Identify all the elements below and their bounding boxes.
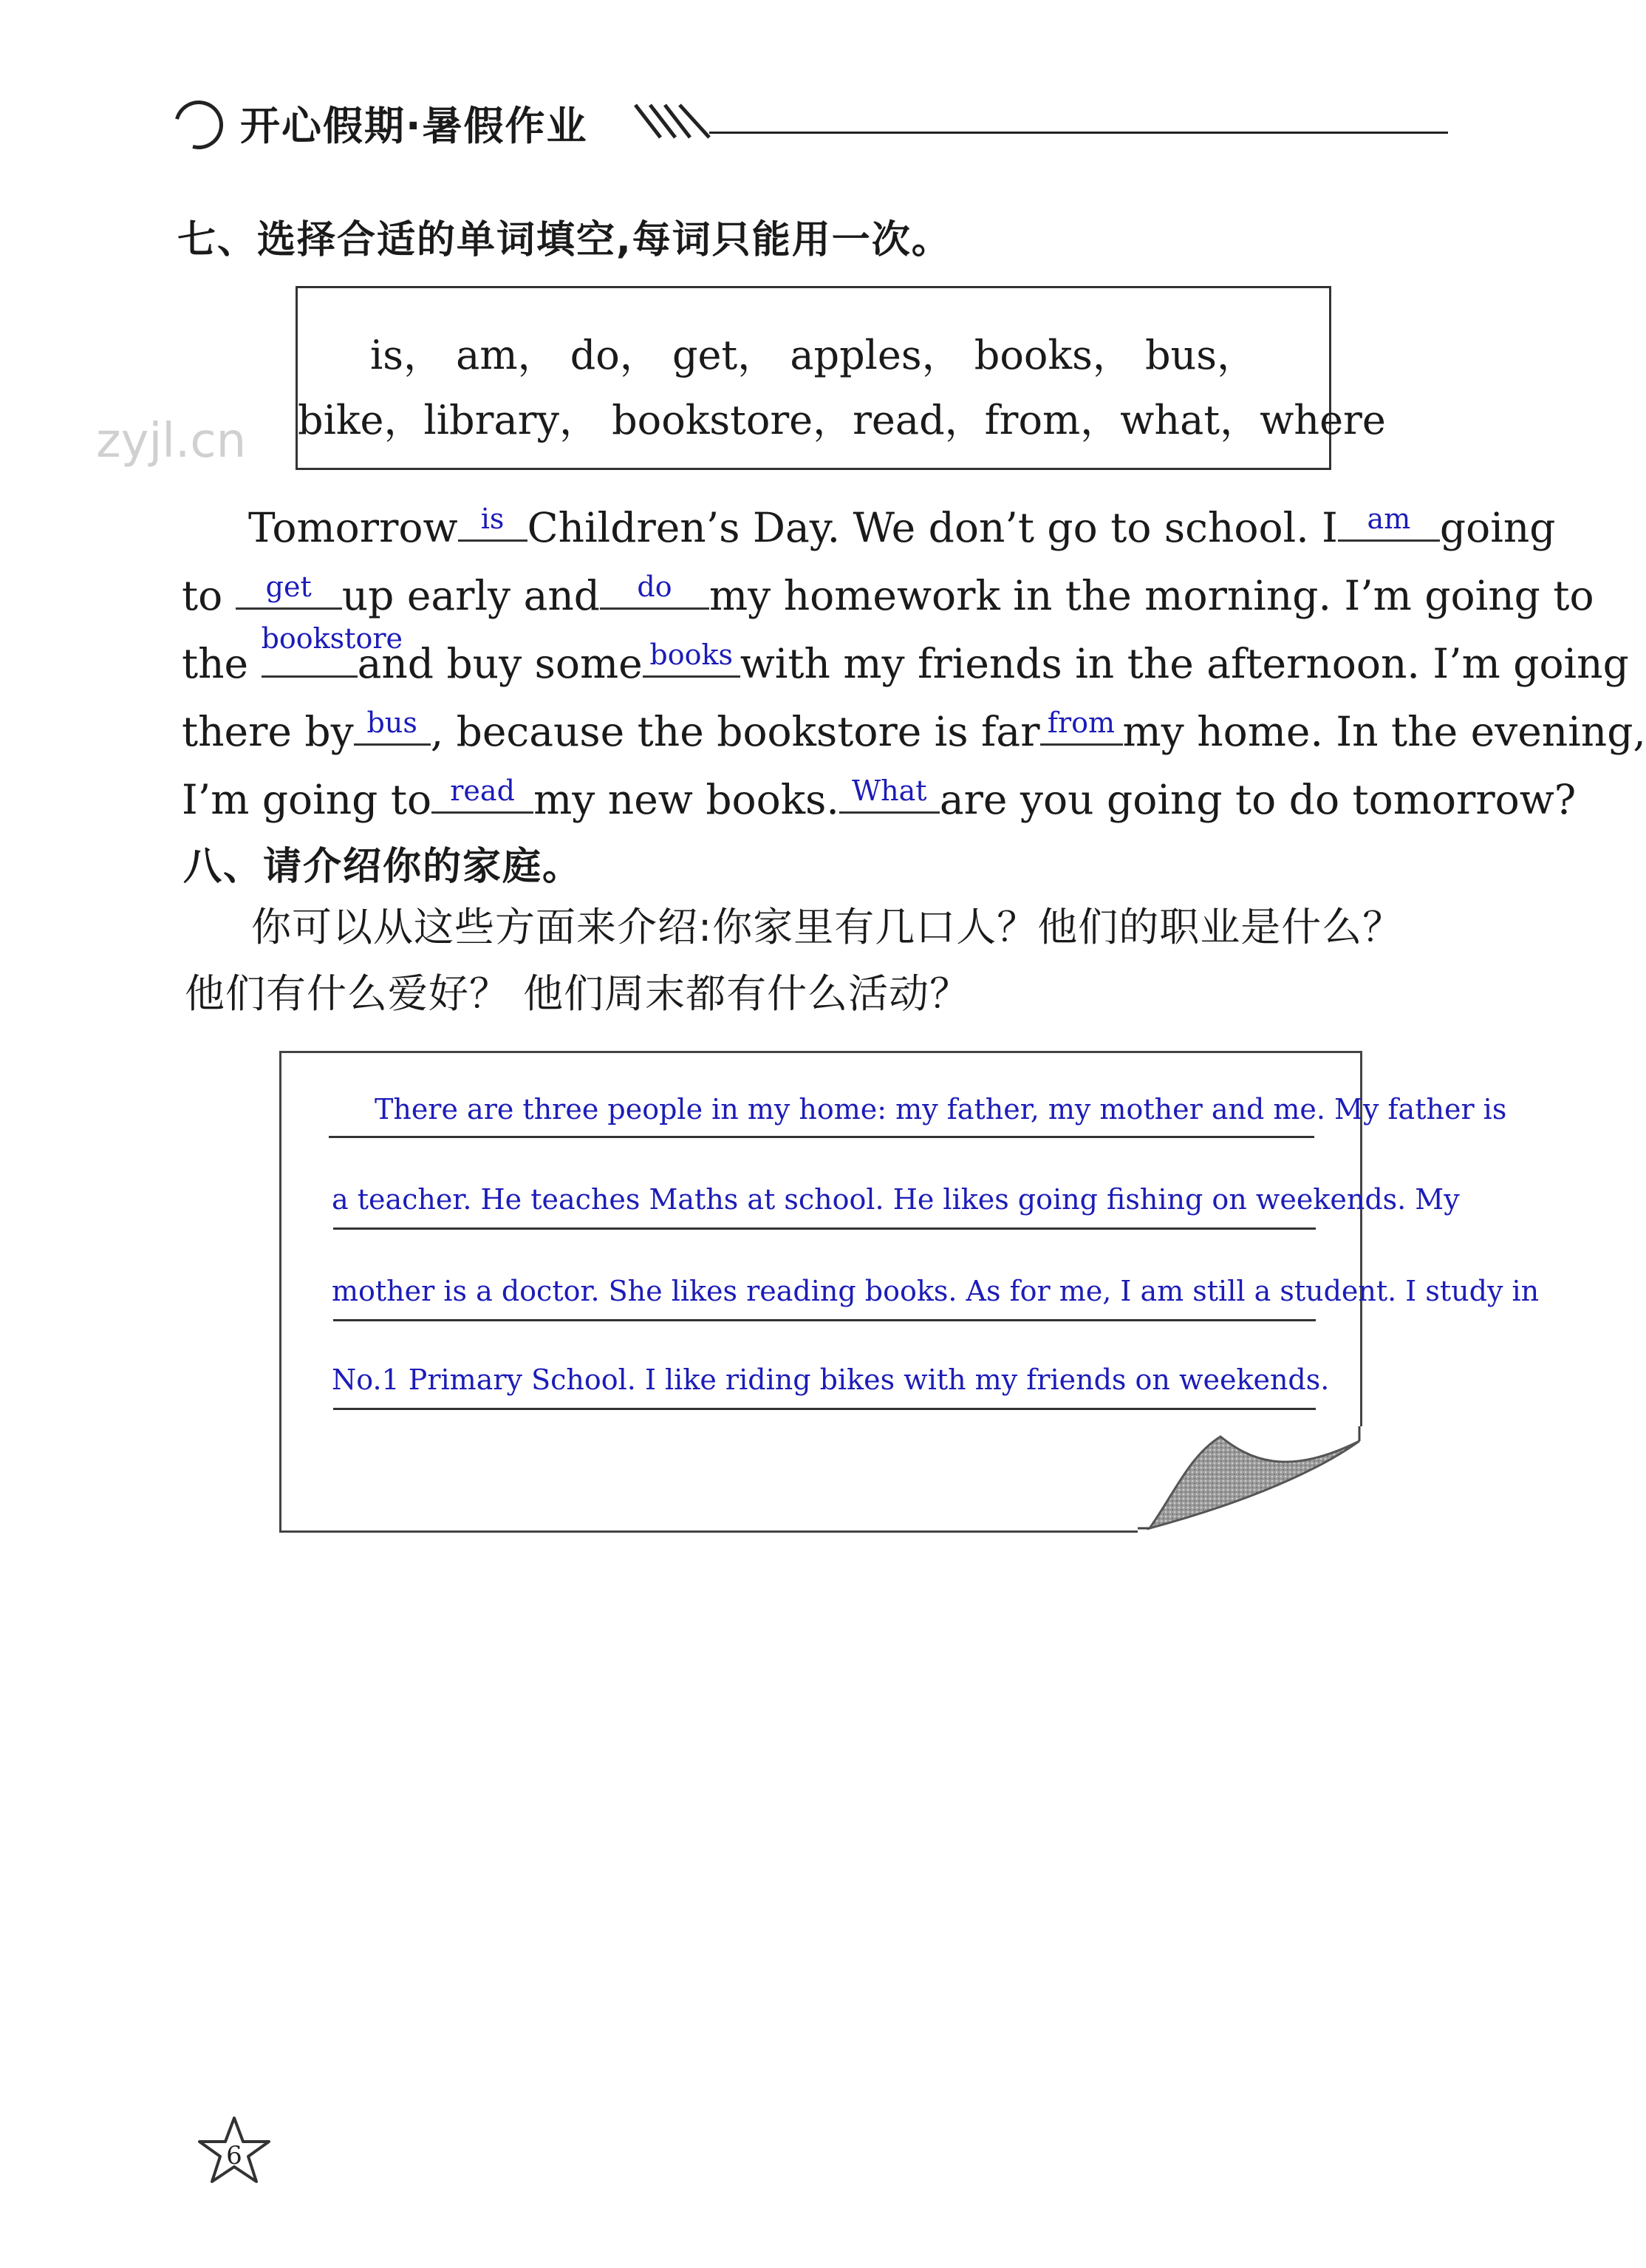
passage-text: , because the bookstore is far [430, 708, 1040, 755]
passage-text: to [182, 572, 236, 619]
answer-text: read [450, 774, 515, 807]
passage-line-2 [182, 566, 1594, 619]
answer-blank[interactable] [236, 566, 342, 610]
answer-blank[interactable] [1040, 702, 1123, 746]
answer-blank[interactable] [431, 770, 533, 814]
header-circle-icon [165, 92, 232, 158]
essay-line-1: There are three people in my home: my father, my mother and me. My father is [375, 1093, 1507, 1126]
word-box [296, 286, 1386, 470]
answer-text: bus [366, 706, 417, 739]
essay-rule [333, 1227, 1316, 1230]
answer-text: What [852, 774, 927, 807]
passage-text: my home. In the evening, [1122, 708, 1646, 755]
page-number-star-icon [194, 2114, 275, 2187]
essay-line-3: mother is a doctor. She likes reading books. As for me, I am still a student. I study in [332, 1275, 1540, 1307]
answer-blank[interactable] [1338, 498, 1440, 542]
header-rule [709, 132, 1448, 134]
passage-text: my homework in the morning. I’m going to [709, 572, 1594, 619]
header-title: 开心假期·暑假作业 [240, 103, 588, 149]
page-curl-icon [1138, 1426, 1374, 1537]
answer-text: bookstore [261, 622, 403, 655]
passage-text: my new books. [533, 776, 839, 823]
answer-text: am [1367, 503, 1411, 535]
answer-text: books [649, 638, 733, 671]
section-8-prompt-line-2: 他们有什么爱好？ 他们周末都有什么活动？ [185, 970, 971, 1017]
passage-text: are you going to do tomorrow? [939, 776, 1577, 823]
header-slash-decoration-icon [628, 103, 717, 148]
passage-text: with my friends in the afternoon. I’m going [740, 640, 1629, 687]
passage-line-5 [182, 770, 1577, 823]
essay-rule [329, 1136, 1314, 1138]
essay-rule [333, 1408, 1316, 1410]
passage-text: I’m going to [182, 776, 432, 823]
answer-blank[interactable] [643, 634, 740, 678]
passage-text: the [182, 640, 262, 687]
passage-text: Children’s Day. We don’t go to school. I [527, 504, 1338, 551]
section-8-prompt-line-1: 你可以从这些方面来介绍:你家里有几口人？他们的职业是什么？ [251, 904, 1404, 950]
answer-text: from [1047, 706, 1116, 739]
watermark: zyjl.cn [96, 414, 247, 469]
answer-text: get [265, 571, 312, 603]
passage-text: and buy some [357, 640, 643, 687]
passage-text: there by [182, 708, 354, 755]
answer-blank[interactable] [354, 702, 431, 746]
answer-text: do [637, 571, 672, 603]
answer-blank[interactable] [261, 622, 403, 678]
word-box-row-1: is， am， do， get， apples， books， bus， [369, 332, 1257, 378]
answer-blank[interactable] [839, 770, 940, 814]
word-box-row-2: bike，library， bookstore，read，from，what，where [298, 397, 1386, 443]
essay-line-4: No.1 Primary School. I like riding bikes with my friends on weekends. [332, 1363, 1330, 1396]
essay-line-2: a teacher. He teaches Maths at school. He likes going fishing on weekends. My [332, 1183, 1460, 1216]
answer-blank[interactable] [458, 498, 527, 542]
passage-text: going [1439, 504, 1556, 551]
section-7-heading: 七、选择合适的单词填空,每词只能用一次。 [177, 218, 952, 262]
answer-text: is [480, 503, 505, 535]
essay-rule [333, 1319, 1316, 1321]
passage-line-3 [182, 622, 1629, 687]
passage-text: up early and [341, 572, 601, 619]
section-8-heading: 八、请介绍你的家庭。 [183, 845, 583, 889]
passage-text: Tomorrow [248, 504, 458, 551]
passage-line-1 [248, 498, 1556, 551]
passage-line-4 [182, 702, 1646, 755]
page-number: 6 [226, 2141, 242, 2170]
answer-blank[interactable] [600, 566, 709, 610]
